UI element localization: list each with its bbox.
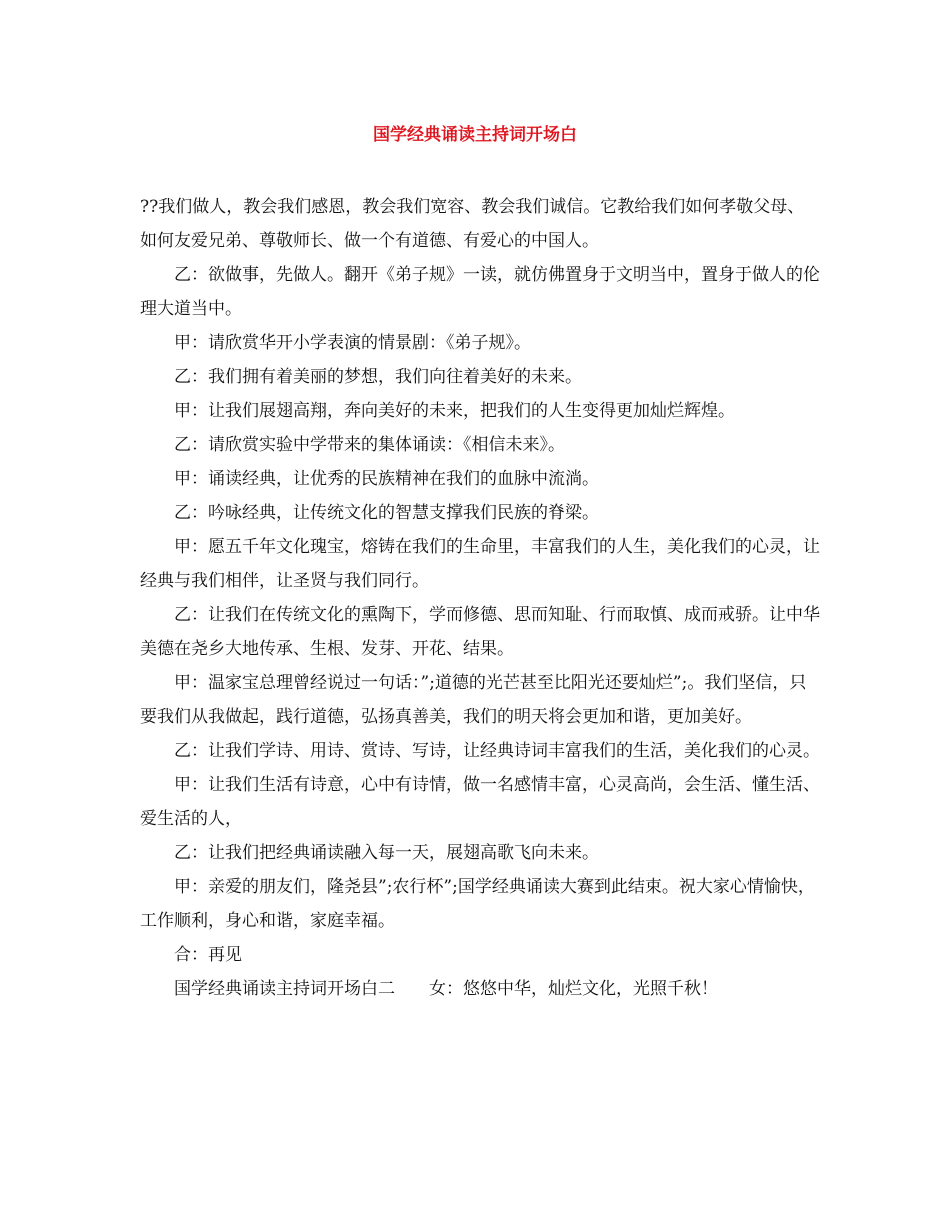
- paragraph-3: 甲：请欣赏华开小学表演的情景剧：《弟子规》。: [174, 333, 531, 353]
- paragraph-12: 乙：让我们学诗、用诗、赏诗、写诗，让经典诗词丰富我们的生活，美化我们的心灵。: [174, 741, 820, 761]
- paragraph-15: 甲：亲爱的朋友们，隆尧县”;农行杯”;国学经典诵读大赛到此结束。祝大家心情愉快，工作顺利，身心和谐，家庭幸福。: [140, 877, 815, 931]
- paragraph-16: 合：再见: [174, 945, 242, 965]
- paragraph-10: 乙：让我们在传统文化的熏陶下，学而修德、思而知耻、行而取慎、成而戒骄。让中华美德在尧乡大地传承、生根、发芽、开花、结果。: [140, 605, 820, 659]
- paragraph-17: 国学经典诵读主持词开场白二 女：悠悠中华，灿烂文化，光照千秋！: [174, 979, 718, 999]
- paragraph-9: 甲：愿五千年文化瑰宝，熔铸在我们的生命里，丰富我们的人生，美化我们的心灵，让经典与我们相伴，让圣贤与我们同行。: [140, 537, 820, 591]
- paragraph-5: 甲：让我们展翅高翔，奔向美好的未来，把我们的人生变得更加灿烂辉煌。: [174, 401, 735, 421]
- paragraph-6: 乙：请欣赏实验中学带来的集体诵读：《相信未来》。: [174, 435, 565, 455]
- paragraph-7: 甲：诵读经典，让优秀的民族精神在我们的血脉中流淌。: [174, 469, 599, 489]
- paragraph-2: 乙：欲做事，先做人。翻开《弟子规》一读，就仿佛置身于文明当中，置身于做人的伦理大道当中。: [140, 265, 820, 319]
- paragraph-11: 甲：温家宝总理曾经说过一句话：”;道德的光芒甚至比阳光还要灿烂”;。我们坚信，只要我们从我做起，践行道德，弘扬真善美，我们的明天将会更加和谐，更加美好。: [140, 673, 807, 727]
- document-title: 国学经典诵读主持词开场白: [373, 125, 577, 145]
- paragraph-13: 甲：让我们生活有诗意，心中有诗情，做一名感情丰富，心灵高尚，会生活、懂生活、爱生活的人，: [140, 775, 820, 829]
- paragraph-8: 乙：吟咏经典，让传统文化的智慧支撑我们民族的脊梁。: [174, 503, 599, 523]
- paragraph-4: 乙：我们拥有着美丽的梦想，我们向往着美好的未来。: [174, 367, 582, 387]
- paragraph-1: ??我们做人，教会我们感恩，教会我们宽容、教会我们诚信。它教给我们如何孝敬父母、如何友爱兄弟、尊敬师长、做一个有道德、有爱心的中国人。: [140, 197, 805, 251]
- paragraph-14: 乙：让我们把经典诵读融入每一天，展翅高歌飞向未来。: [174, 843, 599, 863]
- document-body: [140, 190, 820, 1006]
